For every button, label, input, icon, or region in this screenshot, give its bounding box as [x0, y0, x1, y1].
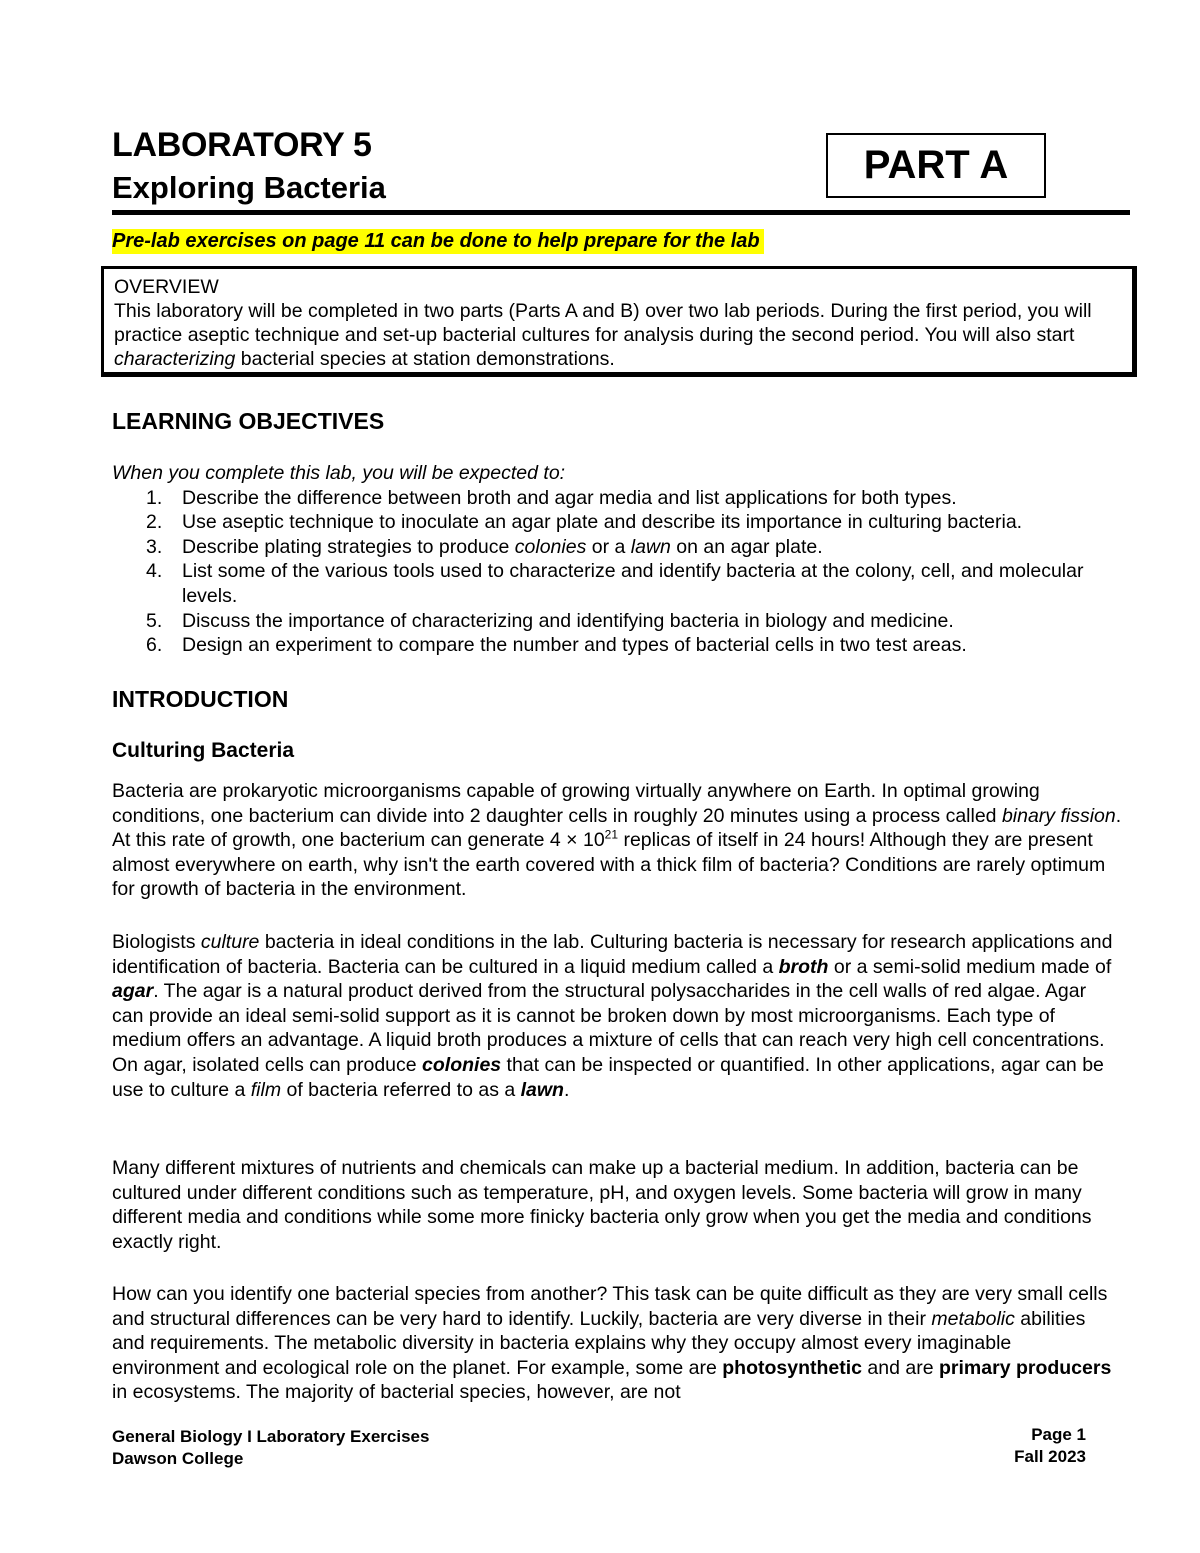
- paragraph-text: that can be inspected or quantified. In other applications, agar can be use to culture a: [112, 1053, 1104, 1101]
- paragraph-text: replicas of itself in 24 hours! Although they are present almost everywhere on earth, why isn't the earth covered with a thick film of bacteria? Conditions are rarely optimum for growth of bacteria in the environment.: [112, 829, 1106, 901]
- objective-text: on an agar plate.: [670, 535, 823, 558]
- header-divider: [112, 210, 1130, 215]
- paragraph-emphasis: metabolic: [931, 1307, 1015, 1330]
- paragraph-text: . At this rate of growth, one bacterium can generate 4 × 10: [112, 804, 1122, 852]
- objective-item: [112, 535, 1122, 560]
- key-term: broth: [778, 955, 829, 978]
- objective-text: Design an experiment to compare the number and types of bacterial cells in two test areas.: [182, 634, 967, 657]
- paragraph-text: . The agar is a natural product derived from the structural polysaccharides in the cell walls of red algae. Agar can provide an ideal semi-solid support as it is cannot be broken down by most microorganisms. Each type of medium offers an advantage. A liquid broth produces a mixture of cells that can reach very high cell concentrations. On agar, isolated cells can produce: [112, 980, 1105, 1076]
- objective-emphasis: colonies: [514, 535, 587, 558]
- intro-paragraph-2: [112, 930, 1122, 1102]
- exponent: 21: [604, 827, 619, 842]
- footer-term: Fall 2023: [1014, 1447, 1086, 1466]
- objective-emphasis: lawn: [630, 535, 671, 558]
- paragraph-text: or a semi-solid medium made of: [828, 955, 1112, 978]
- overview-box: [101, 266, 1137, 377]
- objective-number: 6.: [146, 634, 163, 657]
- key-term: agar: [112, 980, 154, 1003]
- objectives-intro: When you complete this lab, you will be expected to:: [112, 462, 566, 484]
- objective-text: Use aseptic technique to inoculate an agar plate and describe its importance in culturing bacteria.: [182, 511, 1023, 534]
- key-term: lawn: [520, 1078, 564, 1101]
- overview-text-emphasis: characterizing: [114, 348, 236, 370]
- paragraph-emphasis: binary fission: [1001, 804, 1116, 827]
- intro-paragraph-3: Many different mixtures of nutrients and chemicals can make up a bacterial medium. In addition, bacteria can be cultured under different conditions such as temperature, pH, and oxygen levels. Some bacteria will grow in many different media and conditions while some more finicky bacteria only grow when you get the media and conditions exactly right.: [112, 1157, 1092, 1253]
- objective-text: Discuss the importance of characterizing and identifying bacteria in biology and medicine.: [182, 609, 954, 632]
- overview-text-part: This laboratory will be completed in two parts (Parts A and B) over two lab periods. During the first period, you will practice aseptic technique and set-up bacterial cultures for analysis during the second period. You will also start: [114, 300, 1092, 346]
- footer-right: [1002, 1424, 1086, 1468]
- paragraph-text: How can you identify one bacterial species from another? This task can be quite difficult as they are very small cells and structural differences can be very hard to identify. Luckily, bacteria are very diverse in their: [112, 1283, 1108, 1330]
- objective-item: [112, 609, 1122, 634]
- intro-paragraph-4: [112, 1282, 1122, 1405]
- part-label-box: PART A: [826, 133, 1046, 198]
- culturing-subheading: Culturing Bacteria: [112, 739, 295, 762]
- objective-number: 1.: [146, 486, 163, 509]
- lab-title: LABORATORY 5: [112, 126, 372, 164]
- paragraph-text: abilities and requirements. The metabolic diversity in bacteria explains why they occupy almost every imaginable environment and ecological role on the planet. For example, some are: [112, 1307, 1086, 1379]
- objective-item: [112, 486, 1122, 511]
- introduction-heading: INTRODUCTION: [112, 686, 289, 712]
- objective-text: Describe the difference between broth and agar media and list applications for both types.: [182, 486, 957, 509]
- objective-item: [112, 510, 1122, 535]
- paragraph-emphasis: culture: [200, 931, 260, 953]
- objective-text: Describe plating strategies to produce: [182, 535, 515, 558]
- objectives-section: [112, 461, 1122, 658]
- key-term: colonies: [422, 1053, 502, 1076]
- objective-item: [112, 633, 1122, 658]
- footer-college: Dawson College: [112, 1449, 244, 1468]
- key-term: photosynthetic: [722, 1356, 863, 1379]
- intro-paragraph-1: [112, 779, 1122, 902]
- paragraph-text: .: [563, 1078, 570, 1101]
- objective-number: 2.: [146, 511, 163, 534]
- paragraph-text: and are: [862, 1356, 939, 1379]
- paragraph-text: in ecosystems. The majority of bacterial species, however, are not: [112, 1381, 681, 1404]
- objective-text: or a: [586, 535, 631, 558]
- prelab-note: Pre-lab exercises on page 11 can be done to help prepare for the lab: [112, 229, 764, 254]
- paragraph-text: bacteria in ideal conditions in the lab. Culturing bacteria is necessary for research applications and identification of bacteria. Bacteria can be cultured in a liquid medium called a: [112, 931, 1113, 978]
- objective-text: List some of the various tools used to characterize and identify bacteria at the colony, cell, and molecular levels.: [182, 560, 1084, 607]
- objective-number: 4.: [146, 560, 163, 583]
- footer-left: [112, 1426, 429, 1470]
- footer-page-number: Page 1: [1031, 1425, 1086, 1444]
- key-term: primary producers: [939, 1356, 1112, 1379]
- paragraph-emphasis: film: [250, 1078, 282, 1101]
- objective-item: [112, 559, 1122, 608]
- footer-course: General Biology I Laboratory Exercises: [112, 1427, 430, 1446]
- overview-text: [114, 299, 1122, 371]
- overview-text-part: bacterial species at station demonstrations.: [235, 348, 615, 370]
- objective-number: 3.: [146, 535, 163, 558]
- paragraph-text: Biologists: [112, 931, 201, 953]
- lab-subtitle: Exploring Bacteria: [112, 170, 386, 205]
- objectives-heading: LEARNING OBJECTIVES: [112, 408, 385, 434]
- objective-number: 5.: [146, 609, 163, 632]
- overview-heading: OVERVIEW: [114, 276, 219, 298]
- objectives-list: [112, 486, 1122, 658]
- paragraph-text: Bacteria are prokaryotic microorganisms capable of growing virtually anywhere on Earth. In optimal growing conditions, one bacterium can divide into 2 daughter cells in roughly 20 minutes using a process called: [112, 780, 1040, 827]
- paragraph-text: of bacteria referred to as a: [281, 1078, 521, 1101]
